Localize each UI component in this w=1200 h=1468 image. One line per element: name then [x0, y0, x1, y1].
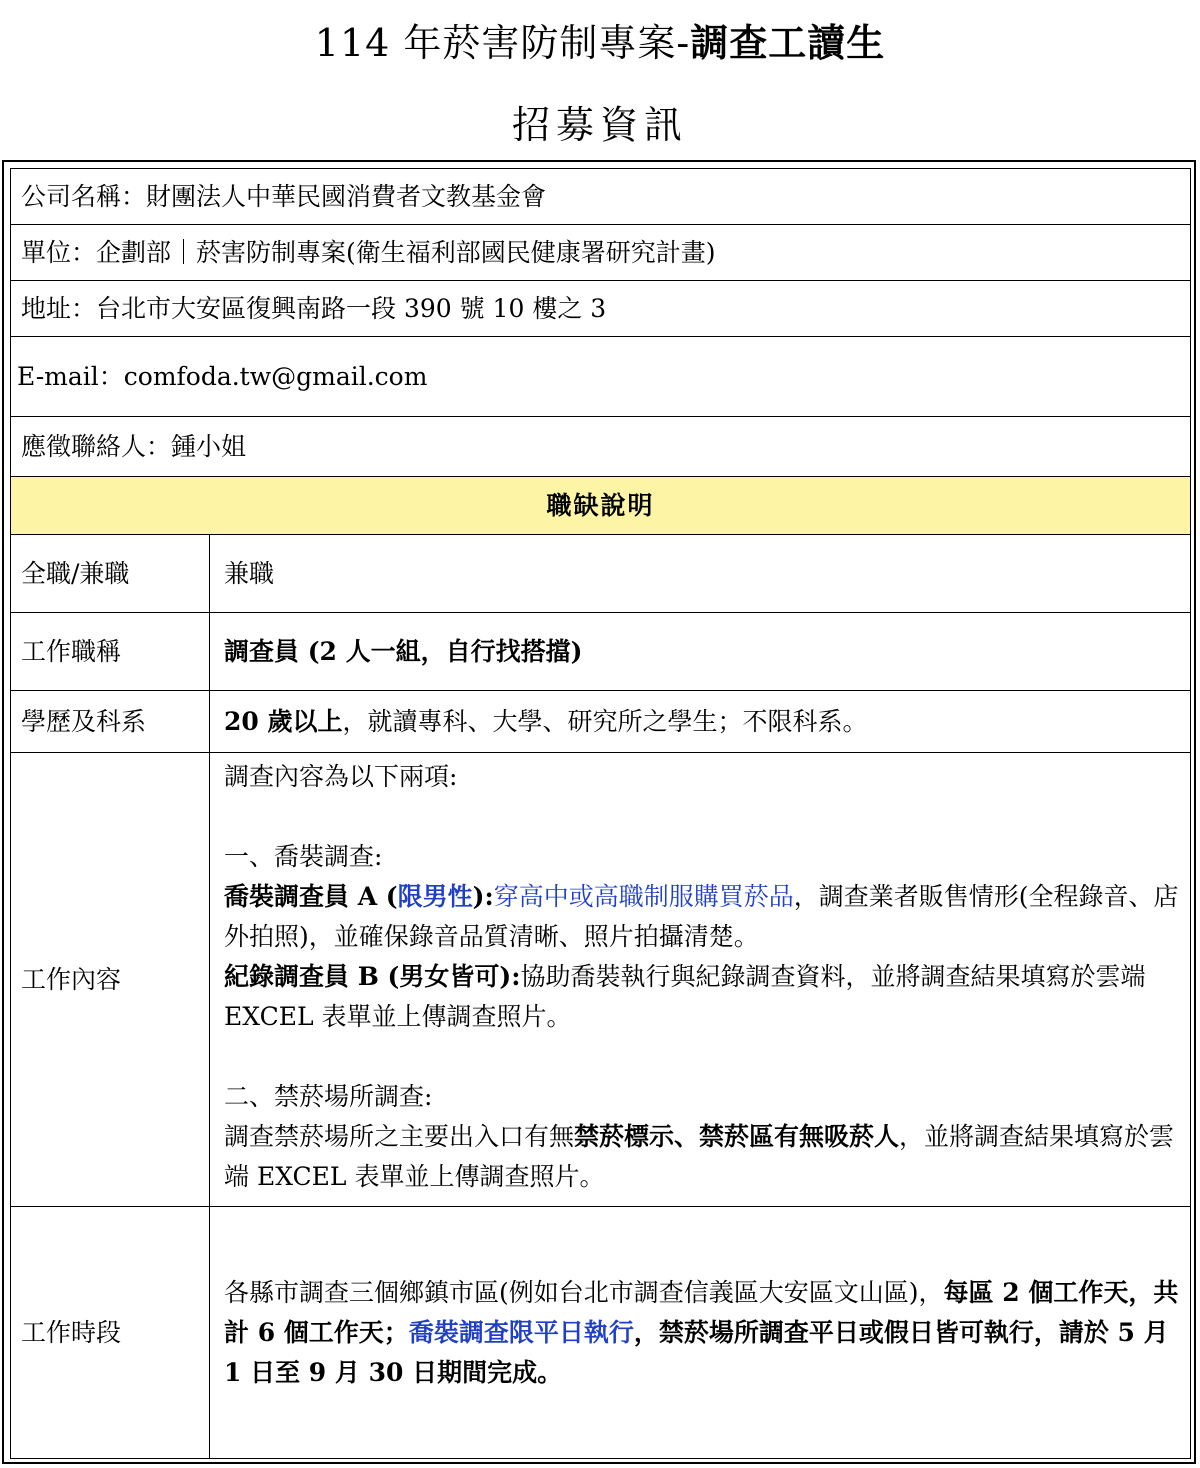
- email: E-mail：comfoda.tw@gmail.com: [11, 337, 1191, 417]
- schedule-pre: 各縣市調查三個鄉鎮市區(例如台北市調查信義區大安區文山區)，: [224, 1277, 944, 1307]
- schedule-weekday: 喬裝調查限平日執行: [408, 1317, 634, 1347]
- recruitment-table: [10, 168, 1191, 1459]
- item1-b-rest: 協助喬裝執行與紀錄調查資料，並將調查結果填寫於雲端 EXCEL 表單並上傳調查照片。: [224, 962, 1146, 1031]
- item1-a-rest: ，調查業者販售情形(全程錄音、店外拍照)，並確保錄音品質清晰、照片拍攝清楚。: [224, 882, 1179, 951]
- item1-b-role: 紀錄調查員 B (男女皆可):: [224, 962, 521, 991]
- schedule-row: [11, 1207, 1191, 1459]
- item1-a-task: 穿高中或高職制服購買菸品: [493, 882, 794, 911]
- schedule-bold2: ，禁菸場所調查平日或假日皆可執行，請於 5 月 1 日至 9 月 30 日期間完成。: [224, 1317, 1169, 1387]
- education-value: [210, 691, 1191, 753]
- content-item1-b: [224, 957, 1184, 1037]
- contact-person: 應徵聯絡人：鍾小姐: [11, 417, 1191, 477]
- education-rest: ，就讀專科、大學、研究所之學生；不限科系。: [342, 706, 868, 736]
- page-title: [0, 14, 1200, 72]
- education-label: 學歷及科系: [11, 691, 210, 753]
- education-row: [11, 691, 1191, 753]
- item2-pre: 調查禁菸場所之主要出入口有無: [224, 1122, 575, 1151]
- job-content-row: [11, 753, 1191, 1207]
- education-age: 20 歲以上: [224, 706, 343, 736]
- title-bold: 調查工讀生: [690, 20, 886, 65]
- content-intro: 調查內容為以下兩項:: [224, 762, 458, 791]
- email-row: [11, 337, 1191, 417]
- schedule-bold1: 每區 2 個工作天，共計 6 個工作天；: [224, 1277, 1179, 1347]
- content-item1-a: [224, 877, 1184, 957]
- unit: 單位：企劃部｜菸害防制專案(衛生福利部國民健康署研究計畫): [11, 225, 1191, 281]
- content-item2-heading: 二、禁菸場所調查:: [224, 1082, 433, 1111]
- job-title-value: [210, 613, 1191, 691]
- job-type-row: [11, 535, 1191, 613]
- schedule-value: [210, 1207, 1191, 1459]
- job-title-text: 調查員 (2 人一組，自行找搭擋): [224, 636, 583, 666]
- job-title-row: [11, 613, 1191, 691]
- title-prefix: 114 年菸害防制專案-: [314, 21, 691, 65]
- job-content-label: 工作內容: [11, 753, 210, 1207]
- company-name: 公司名稱：財團法人中華民國消費者文教基金會: [11, 169, 1191, 225]
- address-row: [11, 281, 1191, 337]
- page-subtitle: 招募資訊: [511, 103, 688, 147]
- section-header-row: [11, 477, 1191, 535]
- item1-a-close: ):: [472, 882, 494, 911]
- item2-rest: ，並將調查結果填寫於雲端 EXCEL 表單並上傳調查照片。: [224, 1122, 1175, 1191]
- unit-row: [11, 225, 1191, 281]
- address: 地址：台北市大安區復興南路一段 390 號 10 樓之 3: [11, 281, 1191, 337]
- item1-a-role: 喬裝調查員 A (: [224, 882, 398, 911]
- job-content-value: [210, 753, 1191, 1207]
- job-type-value: 兼職: [210, 535, 1191, 613]
- job-title-label: 工作職稱: [11, 613, 210, 691]
- company-name-row: [11, 169, 1191, 225]
- content-item1-heading: 一、喬裝調查:: [224, 842, 383, 871]
- item2-bold: 禁菸標示、禁菸區有無吸菸人: [574, 1122, 900, 1151]
- section-title: 職缺說明: [11, 477, 1191, 535]
- contact-row: [11, 417, 1191, 477]
- content-item2: [224, 1117, 1184, 1197]
- schedule-label: 工作時段: [11, 1207, 210, 1459]
- item1-a-gender: 限男性: [397, 882, 473, 911]
- job-type-label: 全職/兼職: [11, 535, 210, 613]
